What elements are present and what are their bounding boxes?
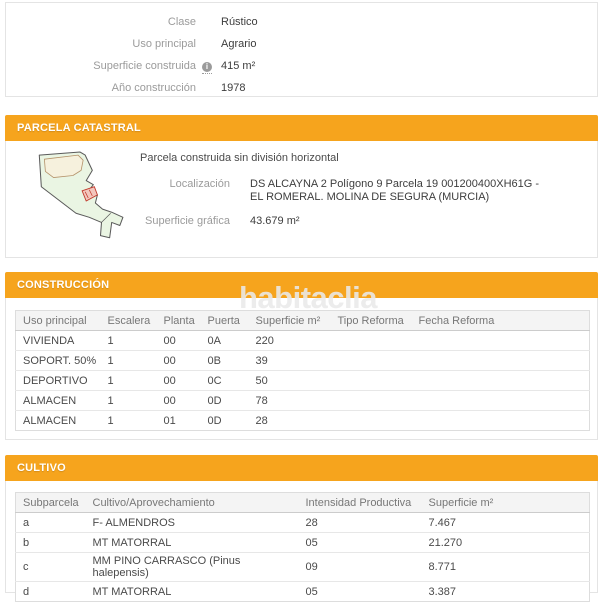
section-header-construccion: CONSTRUCCIÓN (5, 272, 598, 298)
table-row (16, 582, 590, 602)
cultivo-section (5, 455, 598, 598)
table-cell: c (16, 553, 86, 582)
field-label: Superficie construida (93, 60, 196, 72)
parcela-info (140, 150, 539, 257)
table-cell: ALMACEN (16, 391, 101, 411)
table-cell: 00 (157, 391, 201, 411)
table-cell: F- ALMENDROS (86, 513, 299, 533)
table-cell: 21.270 (422, 533, 590, 553)
localizacion-line-2: EL ROMERAL. MOLINA DE SEGURA (MURCIA) (250, 191, 490, 203)
table-cell: 78 (249, 391, 331, 411)
table-cell: 39 (249, 351, 331, 371)
parcela-body (5, 141, 598, 258)
table-cell: DEPORTIVO (16, 371, 101, 391)
field-value: 1978 (221, 82, 246, 94)
column-header: Superficie m² (249, 311, 331, 331)
field-value: 415 m² (221, 60, 256, 72)
table-cell: b (16, 533, 86, 553)
table-cell: MT MATORRAL (86, 582, 299, 602)
table-cell: 1 (101, 371, 157, 391)
table-cell: 00 (157, 331, 201, 351)
column-header: Planta (157, 311, 201, 331)
table-cell (331, 331, 412, 351)
cultivo-table (15, 492, 590, 602)
table-cell: 28 (299, 513, 422, 533)
table-cell (412, 331, 590, 351)
cultivo-body (5, 481, 598, 598)
table-cell: 3.387 (422, 582, 590, 602)
table-cell: ALMACEN (16, 411, 101, 431)
parcela-catastral-section (5, 115, 598, 258)
table-cell (331, 351, 412, 371)
table-cell (331, 371, 412, 391)
field-label: Uso principal (132, 38, 196, 50)
table-cell: 0C (201, 371, 249, 391)
habitaclia-watermark: habitaclia (239, 280, 377, 315)
table-row (16, 391, 590, 411)
table-cell (412, 371, 590, 391)
table-cell: 8.771 (422, 553, 590, 582)
summary-row-ano-construccion (6, 77, 597, 99)
summary-row-superficie-construida (6, 55, 597, 77)
table-cell (412, 391, 590, 411)
field-label: Localización (169, 178, 230, 190)
table-cell: 0D (201, 391, 249, 411)
table-cell: 0A (201, 331, 249, 351)
table-cell: d (16, 582, 86, 602)
table-cell: 01 (157, 411, 201, 431)
column-header: Puerta (201, 311, 249, 331)
section-header-cultivo: CULTIVO (5, 455, 598, 481)
table-cell: 28 (249, 411, 331, 431)
column-header: Uso principal (16, 311, 101, 331)
field-label: Clase (167, 16, 196, 28)
table-cell: 1 (101, 331, 157, 351)
section-header-parcela: PARCELA CATASTRAL (5, 115, 598, 141)
table-cell: 1 (101, 351, 157, 371)
table-cell (412, 351, 590, 371)
localizacion-line-1: DS ALCAYNA 2 Polígono 9 Parcela 19 001200400XH61G - (250, 178, 540, 190)
field-label: Superficie gráfica (145, 215, 230, 227)
table-row (16, 331, 590, 351)
table-cell: 05 (299, 582, 422, 602)
table-cell: VIVIENDA (16, 331, 101, 351)
table-cell: 1 (101, 411, 157, 431)
column-header: Intensidad Productiva (299, 493, 422, 513)
info-tooltip-anchor (202, 61, 212, 74)
superficie-grafica-row (140, 215, 539, 228)
construccion-table (15, 310, 590, 431)
field-label: Año construcción (111, 82, 196, 94)
table-cell (331, 391, 412, 411)
table-header-row (16, 493, 590, 513)
summary-row-clase (6, 11, 597, 33)
info-icon[interactable]: i (202, 62, 212, 72)
table-header-row (16, 311, 590, 331)
table-row (16, 411, 590, 431)
column-header: Subparcela (16, 493, 86, 513)
table-cell (331, 411, 412, 431)
table-cell: 00 (157, 351, 201, 371)
table-cell: 00 (157, 371, 201, 391)
field-value: Agrario (221, 38, 257, 50)
table-row (16, 513, 590, 533)
table-cell: 0B (201, 351, 249, 371)
table-cell: 09 (299, 553, 422, 582)
table-cell (412, 411, 590, 431)
construccion-section (5, 272, 598, 440)
table-cell: 1 (101, 391, 157, 411)
field-value: Rústico (221, 16, 258, 28)
parcel-map-image (23, 150, 129, 252)
localizacion-row (140, 178, 539, 204)
table-cell: 05 (299, 533, 422, 553)
table-cell: 50 (249, 371, 331, 391)
table-cell: SOPORT. 50% (16, 351, 101, 371)
column-header: Fecha Reforma (412, 311, 590, 331)
field-value: 43.679 m² (250, 215, 300, 227)
table-cell: 220 (249, 331, 331, 351)
table-cell: a (16, 513, 86, 533)
table-cell: 7.467 (422, 513, 590, 533)
table-row (16, 371, 590, 391)
table-cell: MT MATORRAL (86, 533, 299, 553)
parcela-note: Parcela construida sin división horizontal (140, 152, 339, 164)
column-header: Escalera (101, 311, 157, 331)
column-header: Cultivo/Aprovechamiento (86, 493, 299, 513)
table-cell: 0D (201, 411, 249, 431)
construccion-body (5, 298, 598, 440)
table-cell: MM PINO CARRASCO (Pinus halepensis) (86, 553, 299, 582)
table-row (16, 553, 590, 582)
table-row (16, 533, 590, 553)
table-row (16, 351, 590, 371)
property-summary-box (5, 2, 598, 97)
localizacion-value (250, 178, 539, 204)
column-header: Superficie m² (422, 493, 590, 513)
column-header: Tipo Reforma (331, 311, 412, 331)
summary-row-uso-principal (6, 33, 597, 55)
